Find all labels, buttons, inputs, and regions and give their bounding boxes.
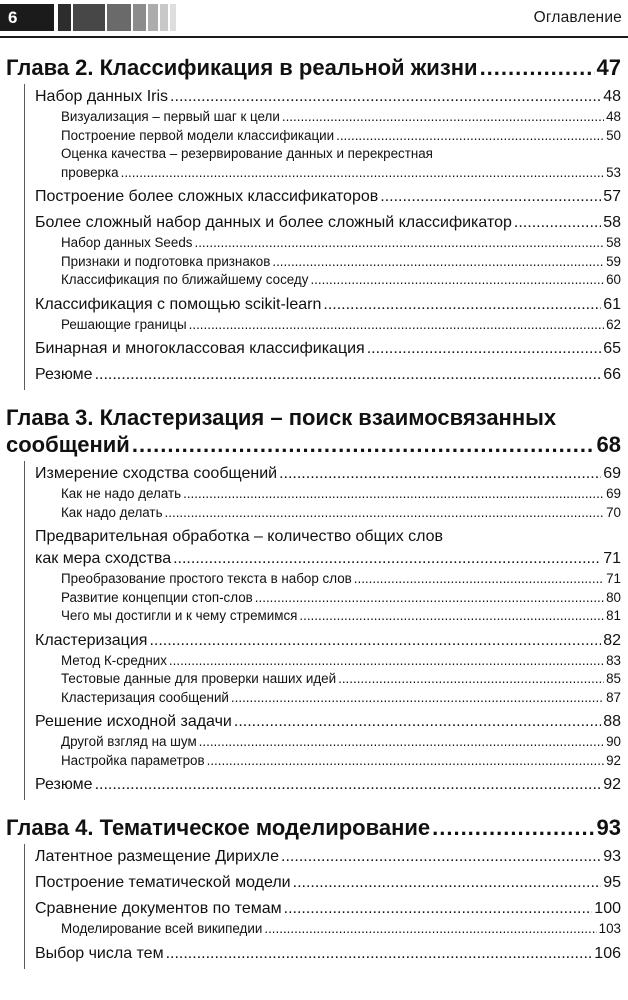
toc-section-page-number: 61 bbox=[603, 295, 621, 313]
toc-subsection-line bbox=[61, 253, 621, 272]
toc-subsection-line bbox=[61, 689, 621, 708]
toc-section-title-line1: Предварительная обработка – количество общих слов bbox=[35, 528, 444, 545]
toc-section-page-number: 82 bbox=[603, 631, 621, 649]
toc-section[interactable] bbox=[35, 294, 621, 316]
toc-subsection[interactable] bbox=[35, 752, 621, 771]
toc-subsection[interactable] bbox=[35, 316, 621, 335]
dot-leader bbox=[165, 504, 605, 523]
header-rule bbox=[0, 36, 628, 38]
chapter-heading[interactable] bbox=[0, 814, 628, 841]
toc-subsection-title: Настройка параметров bbox=[61, 752, 205, 768]
toc-section[interactable] bbox=[35, 86, 621, 108]
toc-subsection-page-number: 62 bbox=[606, 316, 621, 332]
toc-subsection-line bbox=[61, 652, 621, 671]
chapter-sections bbox=[24, 844, 628, 969]
chapter-heading-title: сообщений bbox=[6, 432, 130, 457]
toc-subsection[interactable] bbox=[35, 670, 621, 689]
toc-section-line bbox=[35, 943, 621, 965]
toc-subsection-page-number: 90 bbox=[606, 734, 621, 749]
toc-section-page-number: 93 bbox=[603, 848, 621, 865]
toc-section-page-number: 65 bbox=[603, 340, 621, 357]
toc-subsection[interactable] bbox=[35, 589, 621, 608]
chapter-heading-page-number: 68 bbox=[596, 432, 621, 457]
toc-section-page-number: 95 bbox=[603, 874, 621, 891]
toc-section-page-number: 106 bbox=[594, 944, 621, 962]
dot-leader bbox=[234, 711, 601, 733]
toc-subsection-page-number: 70 bbox=[606, 504, 621, 520]
toc-subsection[interactable] bbox=[35, 485, 621, 504]
dot-leader bbox=[183, 485, 604, 504]
toc-subsection[interactable] bbox=[35, 234, 621, 253]
toc-subsection-line bbox=[61, 733, 621, 752]
toc-section-page-number: 100 bbox=[594, 900, 621, 917]
toc-subsection-title: Как не надо делать bbox=[61, 486, 182, 501]
toc-subsection-title: Метод К-средних bbox=[61, 652, 167, 668]
section-label: Оглавление bbox=[533, 9, 622, 26]
toc-section-line bbox=[35, 872, 621, 894]
toc-subsection-page-number: 50 bbox=[606, 127, 621, 143]
toc-section-title: Выбор числа тем bbox=[35, 944, 164, 962]
toc-subsection-line bbox=[61, 108, 621, 127]
toc-section-title: Латентное размещение Дирихле bbox=[35, 848, 280, 865]
toc-subsection-page-number: 87 bbox=[606, 689, 621, 705]
toc-subsection-line bbox=[61, 234, 621, 253]
page-number: 6 bbox=[0, 4, 54, 31]
toc-section-title: Построение более сложных классификаторов bbox=[35, 188, 379, 205]
toc-section[interactable] bbox=[35, 846, 621, 868]
toc-subsection[interactable] bbox=[35, 689, 621, 708]
toc-subsection-line bbox=[61, 607, 621, 626]
dot-leader bbox=[149, 630, 601, 652]
dot-leader bbox=[255, 589, 604, 608]
toc-section-title: Решение исходной задачи bbox=[35, 713, 232, 730]
toc-section[interactable] bbox=[35, 526, 621, 570]
chapter-heading-title: Глава 4. Тематическое моделирование bbox=[6, 815, 431, 840]
toc-subsection-line bbox=[61, 164, 621, 183]
header-bar-2 bbox=[73, 4, 105, 31]
chapter-heading-line bbox=[6, 431, 621, 458]
dot-leader bbox=[282, 108, 604, 127]
dot-leader bbox=[514, 212, 601, 234]
toc-subsection[interactable] bbox=[35, 607, 621, 626]
dot-leader bbox=[170, 86, 601, 108]
toc-section-title: как мера сходства bbox=[35, 550, 172, 567]
toc-subsection-page-number: 59 bbox=[606, 253, 621, 269]
dot-leader bbox=[121, 164, 604, 183]
toc-subsection-line bbox=[61, 316, 621, 335]
toc-subsection-page-number: 71 bbox=[606, 571, 621, 586]
chapter-heading-title: Глава 2. Классификация в реальной жизни bbox=[6, 55, 478, 80]
toc-section-page-number: 57 bbox=[603, 188, 621, 205]
toc-subsection-title: Чего мы достигли и к чему стремимся bbox=[61, 608, 298, 623]
toc-subsection-line bbox=[61, 920, 621, 939]
toc-subsection-page-number: 80 bbox=[606, 589, 621, 605]
toc-subsection[interactable] bbox=[35, 253, 621, 272]
chapter-heading-line bbox=[6, 814, 621, 841]
dot-leader bbox=[367, 338, 602, 360]
toc-subsection[interactable] bbox=[35, 271, 621, 290]
toc-subsection-title: Как надо делать bbox=[61, 504, 163, 520]
toc-section-title: Кластеризация bbox=[35, 631, 148, 649]
toc-section[interactable] bbox=[35, 212, 621, 234]
toc-subsection-line bbox=[61, 589, 621, 608]
toc-section[interactable] bbox=[35, 463, 621, 485]
dot-leader bbox=[354, 570, 604, 589]
toc-section-line bbox=[35, 86, 621, 108]
header-bar-3 bbox=[107, 4, 131, 31]
dot-leader bbox=[338, 670, 604, 689]
toc-subsection[interactable] bbox=[35, 920, 621, 939]
toc-subsection-line bbox=[61, 670, 621, 689]
toc-subsection[interactable] bbox=[35, 733, 621, 752]
dot-leader bbox=[432, 814, 594, 841]
dot-leader bbox=[336, 127, 604, 146]
toc-subsection-title: Преобразование простого текста в набор слов bbox=[61, 571, 352, 586]
toc-subsection-title: Другой взгляд на шум bbox=[61, 734, 197, 749]
toc-subsection-page-number: 81 bbox=[606, 608, 621, 623]
toc-subsection-title: Классификация по ближайшему соседу bbox=[61, 272, 309, 287]
toc-subsection-title-line1: Оценка качества – резервирование данных и перекрестная bbox=[61, 146, 433, 161]
dot-leader bbox=[189, 316, 604, 335]
toc-subsection-title: Тестовые данные для проверки наших идей bbox=[61, 671, 337, 686]
toc-subsection[interactable] bbox=[35, 108, 621, 127]
toc-section[interactable] bbox=[35, 898, 621, 920]
dot-leader bbox=[132, 431, 595, 458]
chapter-heading-page-number: 47 bbox=[596, 55, 621, 80]
toc-section[interactable] bbox=[35, 774, 621, 796]
toc-subsection-line bbox=[61, 271, 621, 290]
dot-leader bbox=[207, 752, 605, 771]
toc-section[interactable] bbox=[35, 872, 621, 894]
toc-section-title: Построение тематической модели bbox=[35, 874, 291, 891]
toc-section-page-number: 69 bbox=[603, 465, 621, 482]
dot-leader bbox=[199, 733, 604, 752]
dot-leader bbox=[380, 186, 601, 208]
page-header bbox=[0, 0, 628, 36]
header-bar-1 bbox=[58, 4, 71, 31]
dot-leader bbox=[299, 607, 604, 626]
chapter-heading-line bbox=[6, 54, 621, 81]
toc-section[interactable] bbox=[35, 364, 621, 386]
toc-subsection-page-number: 69 bbox=[606, 486, 621, 501]
dot-leader bbox=[281, 846, 601, 868]
toc-subsection-title: Моделирование всей википедии bbox=[61, 921, 263, 936]
dot-leader bbox=[194, 234, 604, 253]
toc-subsection-line bbox=[61, 752, 621, 771]
toc-subsection-page-number: 85 bbox=[606, 671, 621, 686]
dot-leader bbox=[284, 898, 593, 920]
toc-subsection-page-number: 92 bbox=[606, 752, 621, 768]
toc-subsection-page-number: 53 bbox=[606, 164, 621, 180]
toc-subsection-title: Решающие границы bbox=[61, 316, 187, 332]
chapter-sections bbox=[24, 461, 628, 800]
dot-leader bbox=[264, 920, 596, 939]
toc-subsection-line bbox=[61, 485, 621, 504]
toc-subsection[interactable] bbox=[35, 504, 621, 523]
dot-leader bbox=[272, 253, 604, 272]
toc-subsection-page-number: 48 bbox=[606, 109, 621, 124]
toc-section-line bbox=[35, 774, 621, 796]
toc-subsection-page-number: 58 bbox=[606, 235, 621, 250]
dot-leader bbox=[480, 54, 595, 81]
chapter-gap bbox=[0, 390, 628, 404]
header-bar-6 bbox=[160, 4, 168, 31]
toc-subsection-line bbox=[61, 504, 621, 523]
toc-subsection-title: Визуализация – первый шаг к цели bbox=[61, 109, 280, 124]
toc-section-title: Сравнение документов по темам bbox=[35, 900, 282, 917]
header-bar-4 bbox=[133, 4, 146, 31]
dot-leader bbox=[95, 774, 602, 796]
toc-section-line bbox=[35, 898, 621, 920]
header-bar-7 bbox=[170, 4, 176, 31]
dot-leader bbox=[95, 364, 602, 386]
toc-subsection-page-number: 60 bbox=[606, 272, 621, 287]
toc-subsection-page-number: 83 bbox=[606, 652, 621, 668]
toc-section-title: Более сложный набор данных и более сложный классификатор bbox=[35, 214, 512, 231]
toc-section-line bbox=[35, 294, 621, 316]
toc-section-line bbox=[35, 463, 621, 485]
toc-section-title: Резюме bbox=[35, 366, 93, 383]
toc-section-page-number: 58 bbox=[603, 214, 621, 231]
toc-section-page-number: 88 bbox=[603, 713, 621, 730]
toc-section-page-number: 71 bbox=[603, 550, 621, 567]
toc-subsection-title: Признаки и подготовка признаков bbox=[61, 253, 271, 269]
chapter-heading[interactable] bbox=[0, 54, 628, 81]
toc-subsection-line bbox=[61, 127, 621, 146]
toc-section[interactable] bbox=[35, 338, 621, 360]
toc-section-title: Бинарная и многоклассовая классификация bbox=[35, 340, 365, 357]
toc-section[interactable] bbox=[35, 630, 621, 652]
toc-section-title: Набор данных Iris bbox=[35, 88, 169, 105]
toc-section-line bbox=[35, 186, 621, 208]
toc-subsection[interactable] bbox=[35, 145, 621, 182]
table-of-contents bbox=[0, 54, 628, 969]
toc-subsection[interactable] bbox=[35, 652, 621, 671]
toc-section-line bbox=[35, 338, 621, 360]
toc-subsection-page-number: 103 bbox=[598, 921, 621, 936]
chapter-heading[interactable] bbox=[0, 404, 628, 458]
toc-subsection-title: Развитие концепции стоп-слов bbox=[61, 589, 253, 605]
toc-section[interactable] bbox=[35, 711, 621, 733]
header-bar-5 bbox=[148, 4, 158, 31]
toc-section[interactable] bbox=[35, 186, 621, 208]
dot-leader bbox=[166, 943, 593, 965]
toc-subsection-title: Набор данных Seeds bbox=[61, 235, 193, 250]
dot-leader bbox=[169, 652, 604, 671]
toc-section-line bbox=[35, 364, 621, 386]
toc-section-line bbox=[35, 212, 621, 234]
dot-leader bbox=[173, 548, 601, 570]
dot-leader bbox=[293, 872, 602, 894]
toc-subsection-title: Кластеризация сообщений bbox=[61, 689, 229, 705]
toc-section-title: Измерение сходства сообщений bbox=[35, 465, 278, 482]
toc-subsection[interactable] bbox=[35, 127, 621, 146]
toc-subsection-title: Построение первой модели классификации bbox=[61, 127, 335, 143]
chapter-gap bbox=[0, 800, 628, 814]
toc-section-line bbox=[35, 630, 621, 652]
toc-subsection[interactable] bbox=[35, 570, 621, 589]
toc-section-line bbox=[35, 711, 621, 733]
toc-section-line bbox=[35, 548, 621, 570]
dot-leader bbox=[231, 689, 604, 708]
toc-section-title: Классификация с помощью scikit-learn bbox=[35, 295, 322, 313]
chapter-heading-page-number: 93 bbox=[596, 815, 621, 840]
toc-section-page-number: 66 bbox=[603, 366, 621, 383]
toc-subsection-title: проверка bbox=[61, 164, 119, 180]
toc-section[interactable] bbox=[35, 943, 621, 965]
toc-section-page-number: 92 bbox=[603, 776, 621, 793]
chapter-sections bbox=[24, 84, 628, 390]
chapter-heading-title-line1: Глава 3. Кластеризация – поиск взаимосвязанных bbox=[6, 405, 557, 430]
toc-section-title: Резюме bbox=[35, 776, 93, 793]
toc-subsection-line bbox=[61, 570, 621, 589]
dot-leader bbox=[310, 271, 604, 290]
dot-leader bbox=[323, 294, 601, 316]
toc-section-line bbox=[35, 846, 621, 868]
toc-section-page-number: 48 bbox=[603, 88, 621, 105]
dot-leader bbox=[279, 463, 601, 485]
